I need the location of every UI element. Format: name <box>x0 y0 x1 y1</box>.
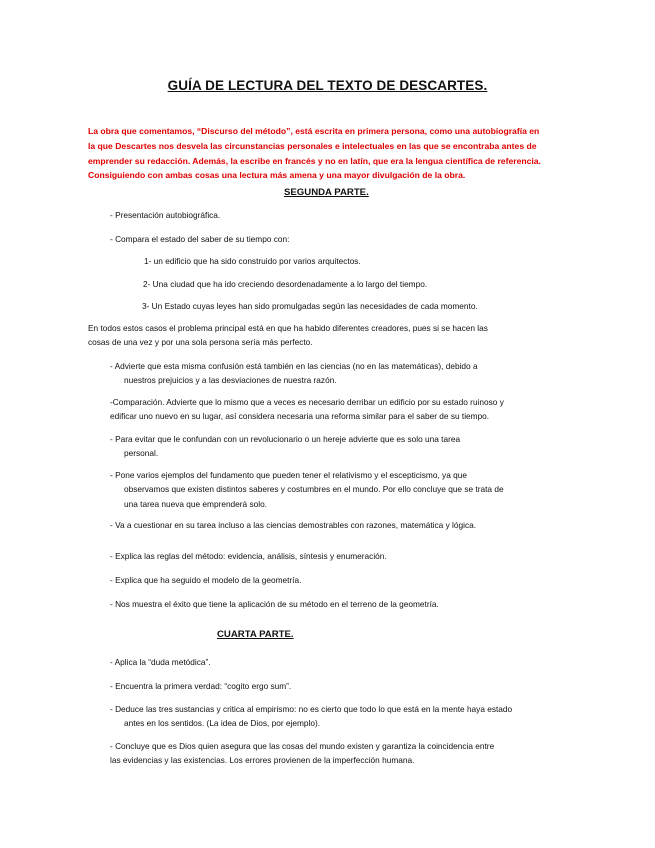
intro-paragraph <box>88 124 568 183</box>
bullet-line: las evidencias y las existencias. Los errores provienen de la imperfección humana. <box>110 755 415 766</box>
bullet-item: - Encuentra la primera verdad: “cogito ergo sum”. <box>110 681 292 691</box>
bullet-item <box>110 359 478 388</box>
bullet-item <box>110 702 512 731</box>
bullet-line: - Para evitar que le confundan con un revolucionario o un hereje advierte que es solo una tarea <box>110 434 461 444</box>
paragraph-line: cosas de una vez y por una sola persona sería más perfecto. <box>88 337 313 348</box>
intro-line: La obra que comentamos, “Discurso del método”, está escrita en primera persona, como una autobiografía en <box>88 126 540 136</box>
document-title: GUÍA DE LECTURA DEL TEXTO DE DESCARTES. <box>167 78 488 93</box>
bullet-item: - Va a cuestionar en su tarea incluso a las ciencias demostrables con razones, matemática y lógica. <box>110 520 477 530</box>
bullet-item: - Presentación autobiográfica. <box>110 210 221 220</box>
bullet-line: edificar uno nuevo en su lugar, así considera necesaria una reforma similar para el saber de su tiempo. <box>110 411 490 422</box>
numbered-item: 2- Una ciudad que ha ido creciendo desordenadamente a lo largo del tiempo. <box>143 279 428 289</box>
bullet-line: nuestros prejuicios y a las desviaciones de nuestra razón. <box>124 375 337 386</box>
paragraph-line: En todos estos casos el problema principal está en que ha habido diferentes creadores, pues si se hacen las <box>88 323 488 333</box>
bullet-item <box>110 395 504 424</box>
section-heading-segunda: SEGUNDA PARTE. <box>284 187 369 198</box>
bullet-item: - Compara el estado del saber de su tiempo con: <box>110 234 290 244</box>
bullet-item <box>110 432 460 461</box>
bullet-line: antes en los sentidos. (La idea de Dios, por ejemplo). <box>124 718 321 729</box>
bullet-item: - Aplica la “duda metódica”. <box>110 657 211 667</box>
bullet-line: - Advierte que esta misma confusión está también en las ciencias (no en las matemáticas), debido a <box>110 361 478 371</box>
bullet-item: - Nos muestra el éxito que tiene la aplicación de su método en el terreno de la geometría. <box>110 599 439 609</box>
bullet-line: observamos que existen distintos saberes y costumbres en el mundo. Por ello concluye que se trata de <box>124 484 504 495</box>
bullet-line: una tarea nueva que emprenderá solo. <box>124 498 267 509</box>
intro-line: Consiguiendo con ambas cosas una lectura más amena y una mayor divulgación de la obra. <box>88 170 466 181</box>
bullet-item <box>110 739 494 768</box>
intro-line: la que Descartes nos desvela las circunstancias personales e intelectuales en las que se encontraba antes de <box>88 140 537 151</box>
numbered-item: 3- Un Estado cuyas leyes han sido promulgadas según las necesidades de cada momento. <box>142 301 478 311</box>
bullet-line: - Concluye que es Dios quien asegura que las cosas del mundo existen y garantiza la coincidencia entre <box>110 741 495 751</box>
bullet-line: - Pone varios ejemplos del fundamento que pueden tener el relativismo y el escepticismo, ya que <box>110 470 467 480</box>
bullet-item: - Explica las reglas del método: evidencia, análisis, síntesis y enumeración. <box>110 551 387 561</box>
body-paragraph <box>88 321 488 350</box>
intro-line: emprender su redacción. Además, la escribe en francés y no en latín, que era la lengua científica de referencia. <box>88 155 541 166</box>
bullet-line: personal. <box>124 448 159 459</box>
bullet-item <box>110 468 504 511</box>
bullet-line: -Comparación. Advierte que lo mismo que a veces es necesario derribar un edificio por su estado ruinoso y <box>110 397 504 407</box>
numbered-item: 1- un edificio que ha sido construido por varios arquitectos. <box>144 256 361 266</box>
bullet-item: - Explica que ha seguido el modelo de la geometría. <box>110 575 302 585</box>
section-heading-cuarta: CUARTA PARTE. <box>217 629 294 640</box>
bullet-line: - Deduce las tres sustancias y critica al empirismo: no es cierto que todo lo que está en la mente haya estado <box>110 704 513 714</box>
